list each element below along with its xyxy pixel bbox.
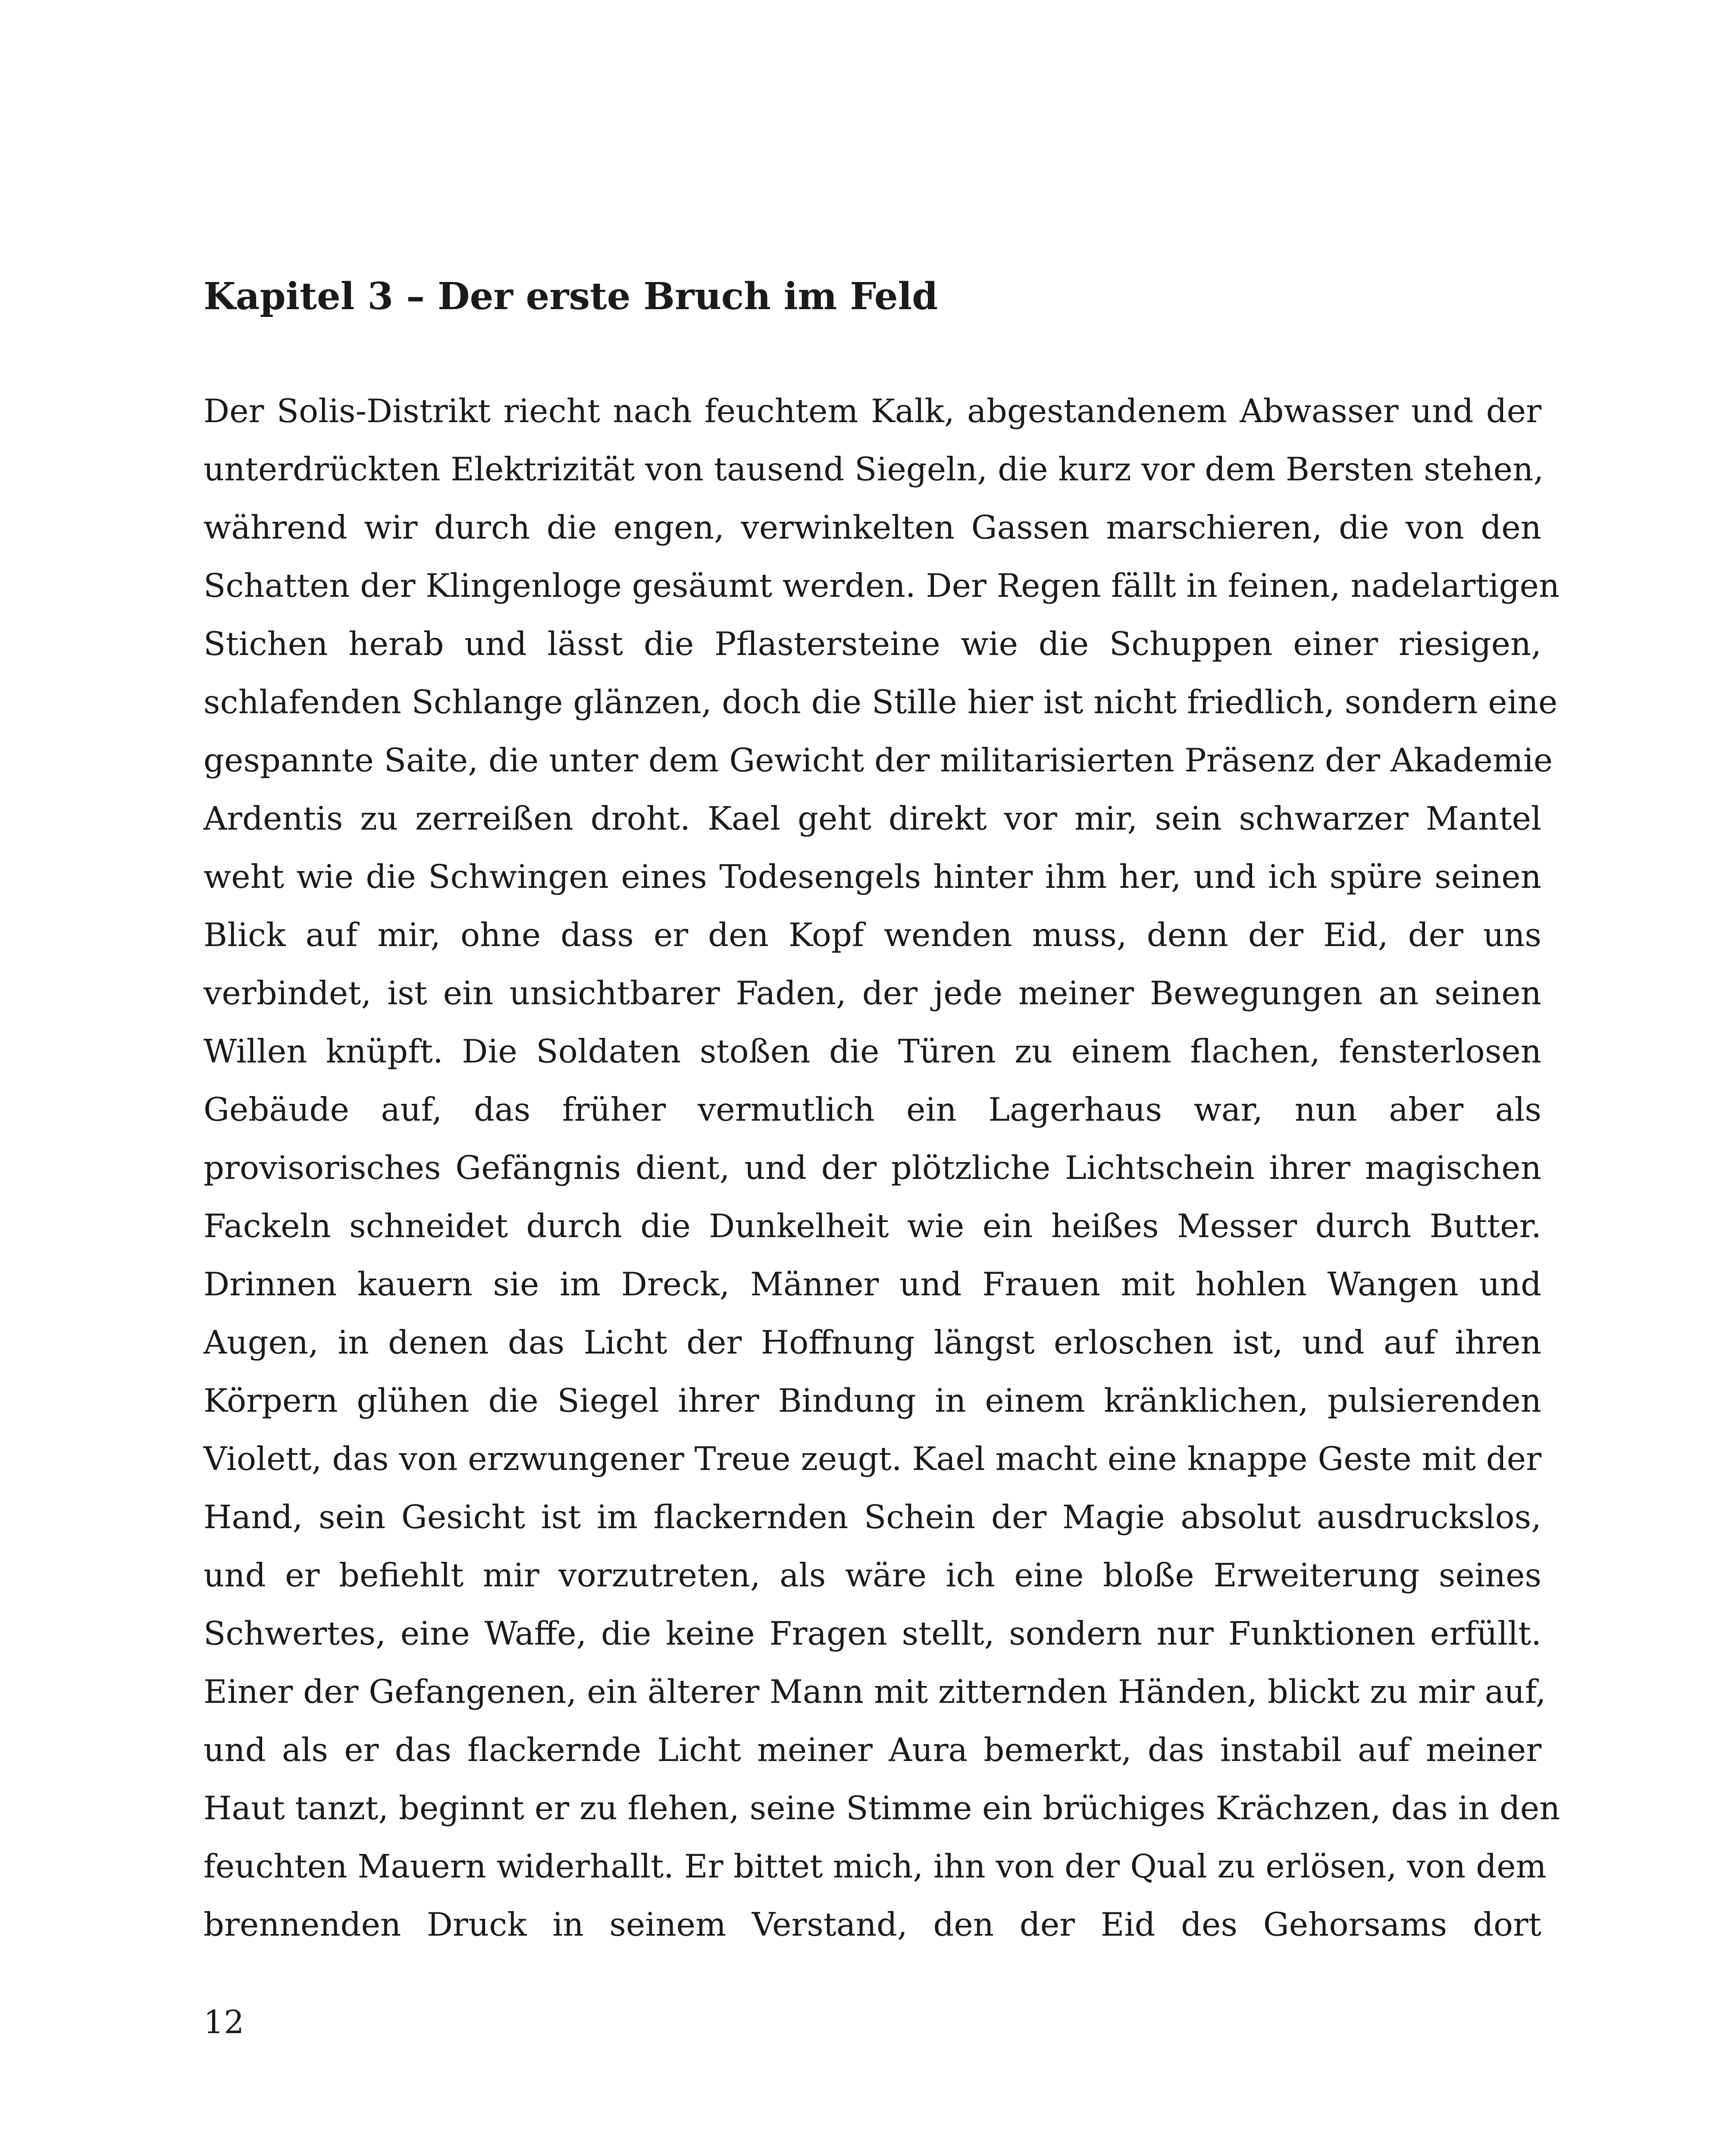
body-line: Blick auf mir, ohne dass er den Kopf wenden muss, denn der Eid, der uns <box>204 916 1541 954</box>
body-line: Fackeln schneidet durch die Dunkelheit wie ein heißes Messer durch Butter. <box>204 1207 1541 1245</box>
body-line: unterdrückten Elektrizität von tausend Siegeln, die kurz vor dem Bersten stehen, <box>204 450 1544 488</box>
body-text <box>204 382 1560 1954</box>
body-line: Gebäude auf, das früher vermutlich ein Lagerhaus war, nun aber als <box>204 1091 1541 1128</box>
chapter-title: Kapitel 3 – Der erste Bruch im Feld <box>204 275 938 318</box>
body-line: Der Solis-Distrikt riecht nach feuchtem Kalk, abgestandenem Abwasser und der <box>204 392 1541 430</box>
body-line: Drinnen kauern sie im Dreck, Männer und Frauen mit hohlen Wangen und <box>204 1265 1541 1303</box>
body-line: Augen, in denen das Licht der Hoffnung längst erloschen ist, und auf ihren <box>204 1323 1541 1361</box>
body-line: gespannte Saite, die unter dem Gewicht der militarisierten Präsenz der Akademie <box>204 741 1553 779</box>
body-line: Ardentis zu zerreißen droht. Kael geht direkt vor mir, sein schwarzer Mantel <box>204 799 1541 837</box>
page-number: 12 <box>204 2004 244 2041</box>
body-line: Einer der Gefangenen, ein älterer Mann mit zitternden Händen, blickt zu mir auf, <box>204 1673 1546 1711</box>
body-line: Willen knüpft. Die Soldaten stoßen die Türen zu einem flachen, fensterlosen <box>204 1032 1541 1070</box>
body-line: während wir durch die engen, verwinkelten Gassen marschieren, die von den <box>204 508 1541 546</box>
body-line: brennenden Druck in seinem Verstand, den der Eid des Gehorsams dort <box>204 1905 1541 1943</box>
body-line: Schwertes, eine Waffe, die keine Fragen stellt, sondern nur Funktionen erfüllt. <box>204 1614 1541 1652</box>
body-line: Schatten der Klingenloge gesäumt werden. Der Regen fällt in feinen, nadelartigen <box>204 567 1560 605</box>
body-line: weht wie die Schwingen eines Todesengels hinter ihm her, und ich spüre seinen <box>204 858 1541 896</box>
body-line: schlafenden Schlange glänzen, doch die Stille hier ist nicht friedlich, sondern eine <box>204 683 1558 721</box>
body-line: verbindet, ist ein unsichtbarer Faden, der jede meiner Bewegungen an seinen <box>204 974 1541 1012</box>
body-line: und er befiehlt mir vorzutreten, als wäre ich eine bloße Erweiterung seines <box>204 1556 1541 1594</box>
body-line: feuchten Mauern widerhallt. Er bittet mich, ihn von der Qual zu erlösen, von dem <box>204 1847 1547 1885</box>
body-line: Hand, sein Gesicht ist im flackernden Schein der Magie absolut ausdruckslos, <box>204 1498 1541 1536</box>
body-line: Haut tanzt, beginnt er zu flehen, seine Stimme ein brüchiges Krächzen, das in den <box>204 1789 1560 1827</box>
body-line: Körpern glühen die Siegel ihrer Bindung in einem kränklichen, pulsierenden <box>204 1382 1541 1420</box>
body-line: Violett, das von erzwungener Treue zeugt. Kael macht eine knappe Geste mit der <box>204 1440 1541 1478</box>
body-line: Stichen herab und lässt die Pflastersteine wie die Schuppen einer riesigen, <box>204 625 1541 663</box>
body-line: und als er das flackernde Licht meiner Aura bemerkt, das instabil auf meiner <box>204 1731 1541 1769</box>
body-line: provisorisches Gefängnis dient, und der plötzliche Lichtschein ihrer magischen <box>204 1149 1541 1187</box>
